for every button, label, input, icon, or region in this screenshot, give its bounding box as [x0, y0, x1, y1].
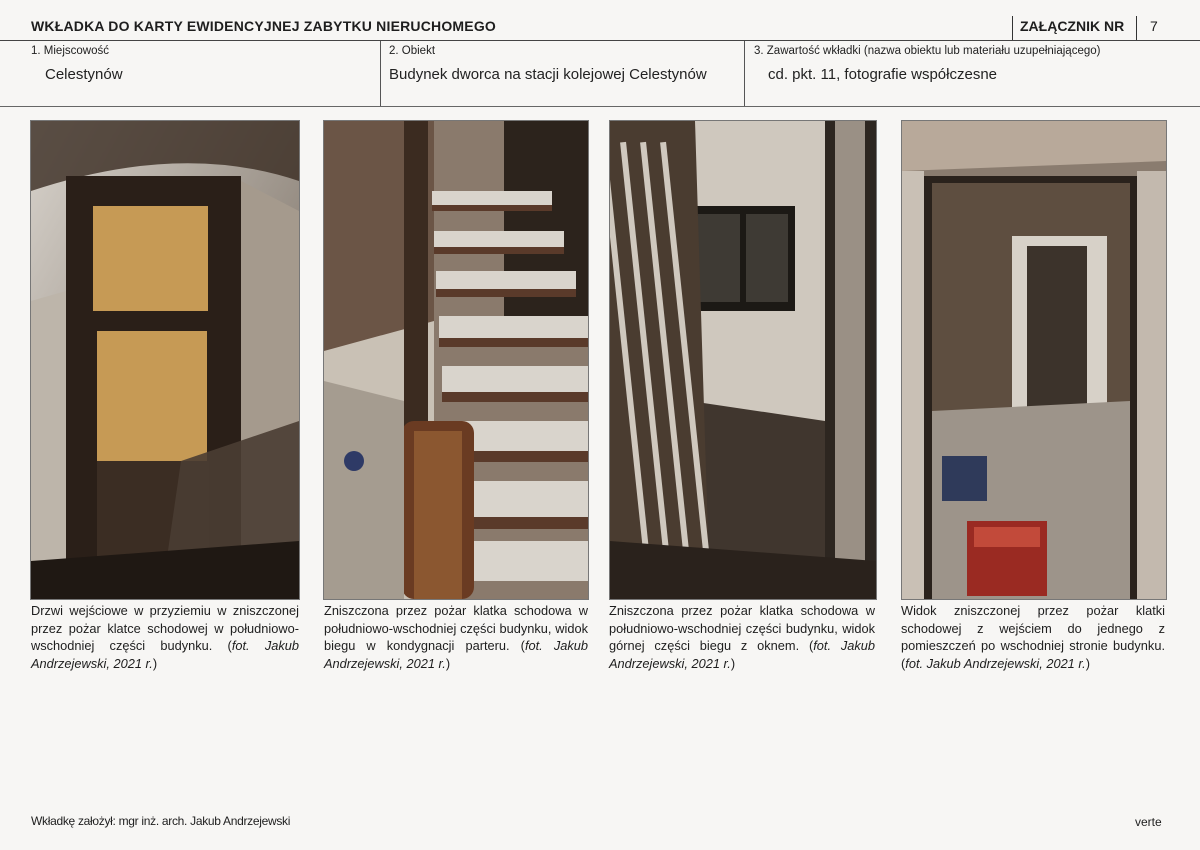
field-content-label: 3. Zawartość wkładki (nazwa obiektu lub materiału uzupełniającego) — [754, 45, 1101, 57]
photo-credit: fot. Jakub Andrzejewski, 2021 r. — [609, 638, 875, 671]
header-divider — [1012, 16, 1013, 40]
photo-caption: Zniszczona przez pożar klatka schodowa w południowo-wschodniej części budynku, widok biegu w kondygnacji parteru. (fot. Jakub Andrzejewski, 2021 r.) — [324, 603, 588, 671]
photo-stairwell-doorway — [901, 120, 1167, 600]
annex-number: 7 — [1150, 18, 1158, 34]
author-note: Wkładkę założył: mgr inż. arch. Jakub Andrzejewski — [31, 814, 291, 828]
photo-caption: Zniszczona przez pożar klatka schodowa w południowo-wschodniej części budynku, widok górnej części biegu z oknem. (fot. Jakub Andrzejewski, 2021 r.) — [609, 603, 875, 671]
header-divider — [1136, 16, 1137, 40]
field-divider — [380, 41, 381, 106]
annex-label: ZAŁĄCZNIK NR — [1020, 18, 1125, 34]
document-title: WKŁADKA DO KARTY EWIDENCYJNEJ ZABYTKU NIERUCHOMEGO — [31, 18, 497, 34]
field-object-value: Budynek dworca na stacji kolejowej Celestynów — [389, 66, 707, 83]
photo-stair-ground-floor — [323, 120, 589, 600]
field-content-value: cd. pkt. 11, fotografie współczesne — [768, 66, 998, 83]
photo-credit: fot. Jakub Andrzejewski, 2021 r. — [905, 655, 1086, 671]
verte-note: verte — [1135, 815, 1162, 829]
photo-caption: Widok zniszczonej przez pożar klatki schodowej z wejściem do jednego z pomieszczeń po wschodniej stronie budynku. (fot. Jakub Andrzejewski, 2021 r.) — [901, 603, 1165, 671]
field-divider — [744, 41, 745, 106]
photo-caption: Drzwi wejściowe w przyziemiu w zniszczonej przez pożar klatce schodowej w południowo-wschodniej części budynku. (fot. Jakub Andrzejewski, 2021 r.) — [31, 603, 299, 671]
photo-credit: fot. Jakub Andrzejewski, 2021 r. — [31, 638, 299, 671]
photo-stair-upper-window — [609, 120, 877, 600]
fields-rule — [0, 106, 1200, 107]
field-locality-label: 1. Miejscowość — [31, 45, 109, 57]
photo-credit: fot. Jakub Andrzejewski, 2021 r. — [324, 638, 588, 671]
field-locality-value: Celestynów — [45, 66, 123, 83]
field-object-label: 2. Obiekt — [389, 45, 436, 57]
photo-entrance-door — [30, 120, 300, 600]
header-rule — [0, 40, 1200, 41]
